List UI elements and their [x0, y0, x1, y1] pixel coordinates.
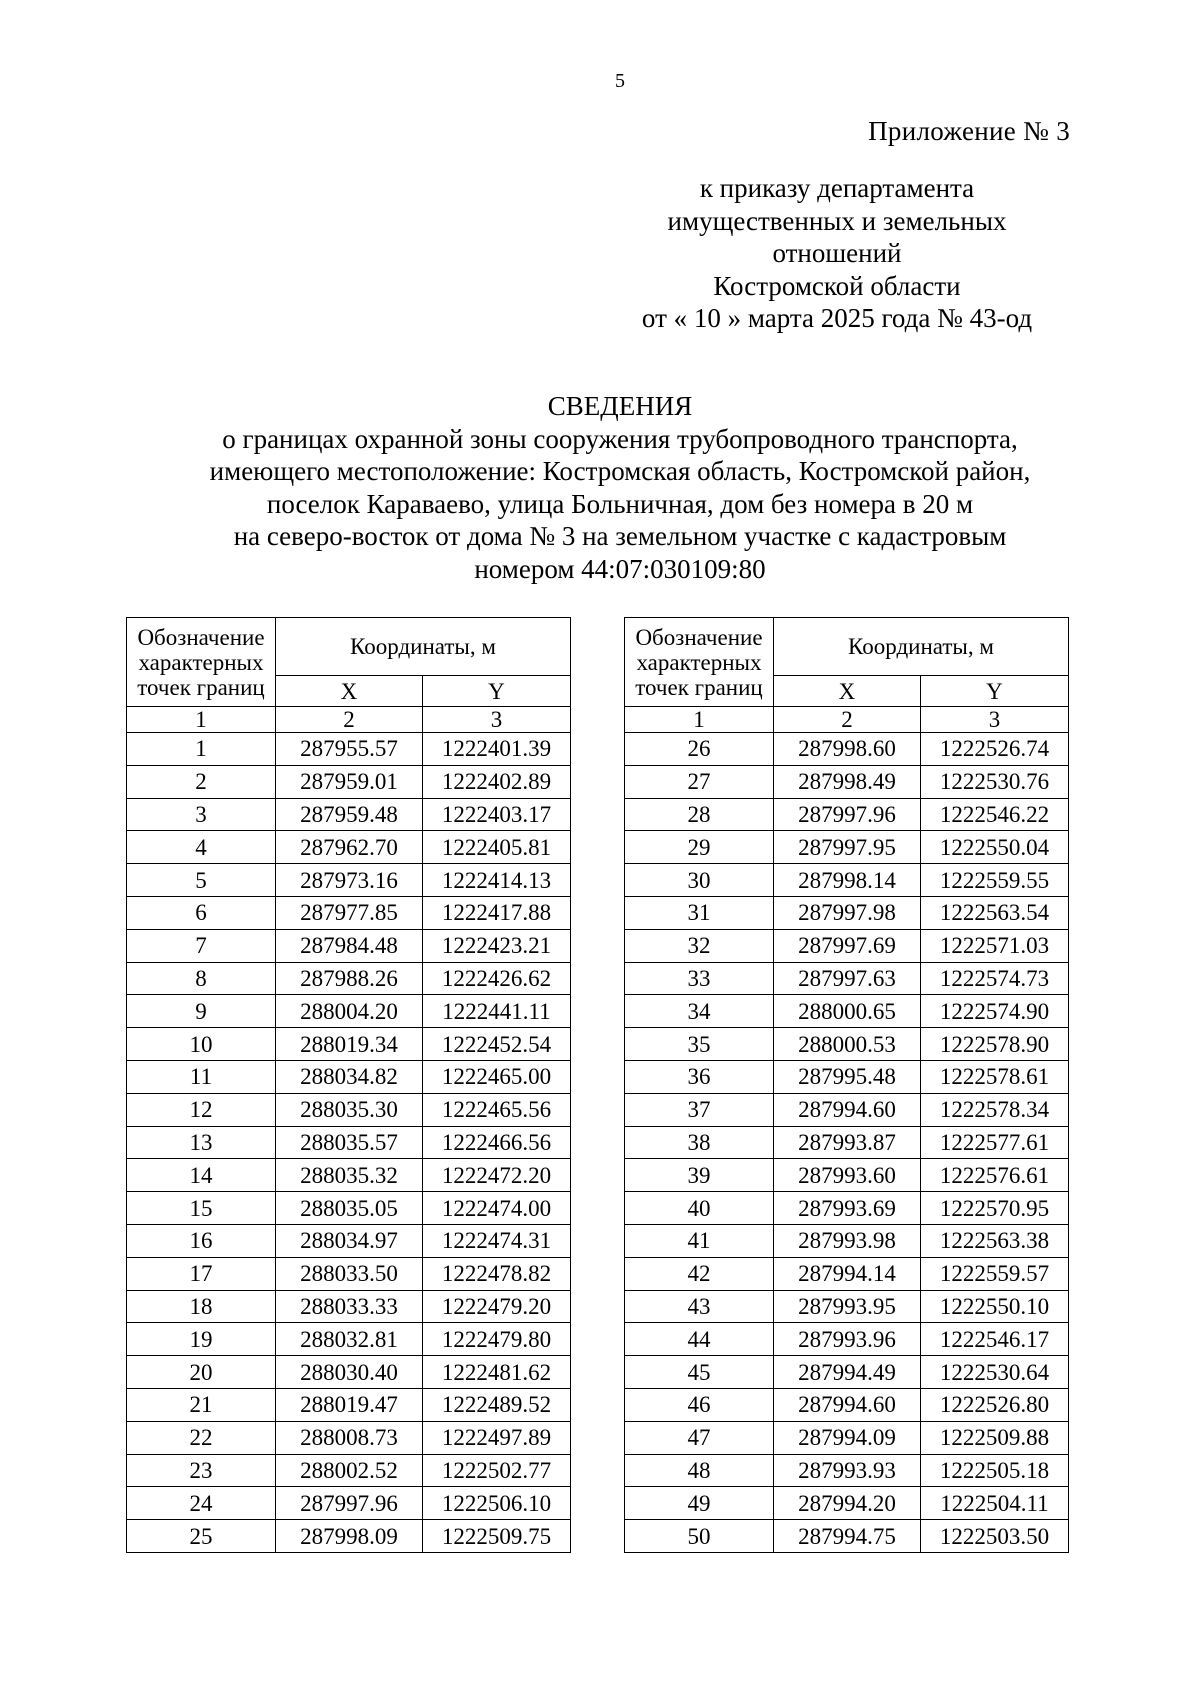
y-coordinate-cell: 1222577.61 — [920, 1126, 1068, 1159]
point-label-header: Обозначение характерных точек границ — [127, 618, 276, 707]
x-coordinate-cell: 287994.60 — [774, 1093, 921, 1126]
y-coordinate-cell: 1222452.54 — [422, 1028, 570, 1061]
table-row — [625, 1060, 1069, 1093]
y-coordinate-cell: 1222578.61 — [920, 1060, 1068, 1093]
point-number-cell: 45 — [625, 1356, 774, 1389]
x-header: X — [276, 676, 423, 707]
y-coordinate-cell: 1222478.82 — [422, 1257, 570, 1290]
y-coordinate-cell: 1222571.03 — [920, 929, 1068, 962]
table-row — [625, 1159, 1069, 1192]
table-row — [625, 733, 1069, 766]
point-number-cell: 19 — [127, 1323, 276, 1356]
order-reference — [612, 172, 1062, 335]
x-coordinate-cell: 287998.60 — [774, 733, 921, 766]
point-number-cell: 44 — [625, 1323, 774, 1356]
x-coordinate-cell: 288000.65 — [774, 995, 921, 1028]
y-coordinate-cell: 1222479.80 — [422, 1323, 570, 1356]
point-number-cell: 2 — [127, 765, 276, 798]
coordinates-table-left — [126, 617, 571, 1553]
y-coordinate-cell: 1222563.54 — [920, 896, 1068, 929]
table-row — [127, 1093, 571, 1126]
y-coordinate-cell: 1222509.88 — [920, 1421, 1068, 1454]
x-coordinate-cell: 287955.57 — [276, 733, 423, 766]
x-coordinate-cell: 288035.32 — [276, 1159, 423, 1192]
point-number-cell: 9 — [127, 995, 276, 1028]
x-coordinate-cell: 288030.40 — [276, 1356, 423, 1389]
point-number-cell: 31 — [625, 896, 774, 929]
order-line: Костромской области — [713, 270, 961, 301]
y-coordinate-cell: 1222574.73 — [920, 962, 1068, 995]
y-coordinate-cell: 1222578.90 — [920, 1028, 1068, 1061]
y-coordinate-cell: 1222550.10 — [920, 1290, 1068, 1323]
point-number-cell: 18 — [127, 1290, 276, 1323]
x-coordinate-cell: 287959.01 — [276, 765, 423, 798]
table-row — [625, 1520, 1069, 1553]
x-coordinate-cell: 287984.48 — [276, 929, 423, 962]
column-number: 2 — [276, 707, 423, 733]
x-coordinate-cell: 288002.52 — [276, 1454, 423, 1487]
y-coordinate-cell: 1222479.20 — [422, 1290, 570, 1323]
point-number-cell: 23 — [127, 1454, 276, 1487]
x-coordinate-cell: 287994.09 — [774, 1421, 921, 1454]
table-row — [625, 1192, 1069, 1225]
x-coordinate-cell: 287993.95 — [774, 1290, 921, 1323]
coords-header: Координаты, м — [774, 618, 1069, 676]
table-row — [625, 1421, 1069, 1454]
y-header: Y — [422, 676, 570, 707]
coords-header: Координаты, м — [276, 618, 571, 676]
document-title: СВЕДЕНИЯ — [547, 391, 693, 421]
table-row — [127, 1060, 571, 1093]
point-number-cell: 40 — [625, 1192, 774, 1225]
point-number-cell: 33 — [625, 962, 774, 995]
table-row — [127, 962, 571, 995]
point-number-cell: 4 — [127, 831, 276, 864]
y-coordinate-cell: 1222546.22 — [920, 798, 1068, 831]
x-coordinate-cell: 287998.09 — [276, 1520, 423, 1553]
point-number-cell: 41 — [625, 1224, 774, 1257]
y-coordinate-cell: 1222550.04 — [920, 831, 1068, 864]
table-row — [127, 1028, 571, 1061]
column-number: 1 — [127, 707, 276, 733]
point-number-cell: 10 — [127, 1028, 276, 1061]
x-coordinate-cell: 287962.70 — [276, 831, 423, 864]
point-number-cell: 28 — [625, 798, 774, 831]
point-number-cell: 37 — [625, 1093, 774, 1126]
table-body — [127, 733, 571, 1553]
x-coordinate-cell: 287988.26 — [276, 962, 423, 995]
point-number-cell: 15 — [127, 1192, 276, 1225]
table-row — [625, 1454, 1069, 1487]
y-coordinate-cell: 1222401.39 — [422, 733, 570, 766]
point-number-cell: 36 — [625, 1060, 774, 1093]
column-number: 3 — [920, 707, 1068, 733]
x-coordinate-cell: 288019.47 — [276, 1388, 423, 1421]
table-row — [127, 1224, 571, 1257]
x-coordinate-cell: 288035.05 — [276, 1192, 423, 1225]
x-coordinate-cell: 287993.98 — [774, 1224, 921, 1257]
description-line: имеющего местоположение: Костромская область, Костромской район, — [209, 456, 1031, 486]
y-coordinate-cell: 1222414.13 — [422, 864, 570, 897]
x-coordinate-cell: 287994.14 — [774, 1257, 921, 1290]
y-coordinate-cell: 1222489.52 — [422, 1388, 570, 1421]
order-line: имущественных и земельных — [667, 205, 1007, 236]
table-row — [127, 798, 571, 831]
description-line: о границах охранной зоны сооружения трубопроводного транспорта, — [222, 423, 1018, 454]
y-coordinate-cell: 1222466.56 — [422, 1126, 570, 1159]
point-number-cell: 30 — [625, 864, 774, 897]
point-number-cell: 11 — [127, 1060, 276, 1093]
table-row — [625, 1290, 1069, 1323]
point-number-cell: 8 — [127, 962, 276, 995]
y-coordinate-cell: 1222559.57 — [920, 1257, 1068, 1290]
y-coordinate-cell: 1222563.38 — [920, 1224, 1068, 1257]
table-row — [127, 1388, 571, 1421]
point-number-cell: 20 — [127, 1356, 276, 1389]
table-row — [127, 1159, 571, 1192]
y-coordinate-cell: 1222426.62 — [422, 962, 570, 995]
table-row — [127, 1192, 571, 1225]
y-coordinate-cell: 1222481.62 — [422, 1356, 570, 1389]
y-coordinate-cell: 1222559.55 — [920, 864, 1068, 897]
x-coordinate-cell: 287997.98 — [774, 896, 921, 929]
x-coordinate-cell: 287993.60 — [774, 1159, 921, 1192]
x-coordinate-cell: 287998.14 — [774, 864, 921, 897]
y-coordinate-cell: 1222497.89 — [422, 1421, 570, 1454]
x-coordinate-cell: 287995.48 — [774, 1060, 921, 1093]
point-number-cell: 7 — [127, 929, 276, 962]
point-number-cell: 38 — [625, 1126, 774, 1159]
table-row — [127, 896, 571, 929]
table-row — [625, 1093, 1069, 1126]
table-row — [625, 1257, 1069, 1290]
point-number-cell: 12 — [127, 1093, 276, 1126]
point-number-cell: 47 — [625, 1421, 774, 1454]
x-coordinate-cell: 288033.50 — [276, 1257, 423, 1290]
table-row — [127, 995, 571, 1028]
x-coordinate-cell: 287977.85 — [276, 896, 423, 929]
y-coordinate-cell: 1222405.81 — [422, 831, 570, 864]
y-coordinate-cell: 1222526.80 — [920, 1388, 1068, 1421]
x-coordinate-cell: 287994.75 — [774, 1520, 921, 1553]
point-number-cell: 3 — [127, 798, 276, 831]
y-coordinate-cell: 1222526.74 — [920, 733, 1068, 766]
table-row — [127, 1421, 571, 1454]
y-coordinate-cell: 1222570.95 — [920, 1192, 1068, 1225]
x-coordinate-cell: 287998.49 — [774, 765, 921, 798]
x-coordinate-cell: 287959.48 — [276, 798, 423, 831]
x-coordinate-cell: 288032.81 — [276, 1323, 423, 1356]
point-number-cell: 5 — [127, 864, 276, 897]
order-line: от « 10 » марта 2025 года № 43-од — [641, 303, 1033, 333]
y-coordinate-cell: 1222474.31 — [422, 1224, 570, 1257]
table-row — [625, 1028, 1069, 1061]
table-row — [127, 733, 571, 766]
point-number-cell: 26 — [625, 733, 774, 766]
x-coordinate-cell: 288035.57 — [276, 1126, 423, 1159]
y-coordinate-cell: 1222504.11 — [920, 1487, 1068, 1520]
x-coordinate-cell: 287997.95 — [774, 831, 921, 864]
x-coordinate-cell: 288019.34 — [276, 1028, 423, 1061]
x-coordinate-cell: 287994.20 — [774, 1487, 921, 1520]
table-row — [127, 831, 571, 864]
x-header: X — [774, 676, 921, 707]
table-row — [127, 929, 571, 962]
point-number-cell: 27 — [625, 765, 774, 798]
point-number-cell: 43 — [625, 1290, 774, 1323]
point-number-cell: 50 — [625, 1520, 774, 1553]
point-number-cell: 21 — [127, 1388, 276, 1421]
point-number-cell: 29 — [625, 831, 774, 864]
point-number-cell: 1 — [127, 733, 276, 766]
description-line: поселок Караваево, улица Больничная, дом без номера в 20 м — [266, 488, 974, 519]
table-row — [127, 1487, 571, 1520]
y-coordinate-cell: 1222441.11 — [422, 995, 570, 1028]
x-coordinate-cell: 287997.96 — [774, 798, 921, 831]
y-coordinate-cell: 1222502.77 — [422, 1454, 570, 1487]
x-coordinate-cell: 287997.69 — [774, 929, 921, 962]
table-row — [127, 1356, 571, 1389]
point-number-cell: 17 — [127, 1257, 276, 1290]
table-row — [625, 896, 1069, 929]
y-coordinate-cell: 1222505.18 — [920, 1454, 1068, 1487]
point-number-cell: 42 — [625, 1257, 774, 1290]
y-coordinate-cell: 1222530.76 — [920, 765, 1068, 798]
order-line: отношений — [772, 238, 902, 268]
table-row — [625, 765, 1069, 798]
table-row — [127, 765, 571, 798]
point-number-cell: 16 — [127, 1224, 276, 1257]
x-coordinate-cell: 288000.53 — [774, 1028, 921, 1061]
table-row — [625, 1126, 1069, 1159]
point-number-cell: 39 — [625, 1159, 774, 1192]
y-coordinate-cell: 1222465.00 — [422, 1060, 570, 1093]
table-row — [625, 831, 1069, 864]
point-number-cell: 32 — [625, 929, 774, 962]
y-coordinate-cell: 1222576.61 — [920, 1159, 1068, 1192]
column-number: 3 — [422, 707, 570, 733]
table-row — [625, 798, 1069, 831]
y-coordinate-cell: 1222403.17 — [422, 798, 570, 831]
table-row — [625, 1356, 1069, 1389]
x-coordinate-cell: 288034.82 — [276, 1060, 423, 1093]
column-number: 1 — [625, 707, 774, 733]
table-row — [625, 1224, 1069, 1257]
x-coordinate-cell: 288034.97 — [276, 1224, 423, 1257]
x-coordinate-cell: 287993.93 — [774, 1454, 921, 1487]
x-coordinate-cell: 288033.33 — [276, 1290, 423, 1323]
table-row — [625, 962, 1069, 995]
x-coordinate-cell: 288008.73 — [276, 1421, 423, 1454]
order-line: к приказу департамента — [699, 173, 975, 203]
point-number-cell: 22 — [127, 1421, 276, 1454]
y-coordinate-cell: 1222402.89 — [422, 765, 570, 798]
y-coordinate-cell: 1222574.90 — [920, 995, 1068, 1028]
y-coordinate-cell: 1222506.10 — [422, 1487, 570, 1520]
table-row — [625, 1487, 1069, 1520]
table-row — [127, 1257, 571, 1290]
point-number-cell: 25 — [127, 1520, 276, 1553]
y-coordinate-cell: 1222472.20 — [422, 1159, 570, 1192]
table-row — [625, 1388, 1069, 1421]
point-number-cell: 49 — [625, 1487, 774, 1520]
x-coordinate-cell: 287994.49 — [774, 1356, 921, 1389]
point-number-cell: 6 — [127, 896, 276, 929]
y-coordinate-cell: 1222474.00 — [422, 1192, 570, 1225]
table-row — [625, 995, 1069, 1028]
point-number-cell: 34 — [625, 995, 774, 1028]
table-row — [625, 1323, 1069, 1356]
point-number-cell: 24 — [127, 1487, 276, 1520]
page-number: 5 — [615, 70, 625, 92]
x-coordinate-cell: 287997.63 — [774, 962, 921, 995]
description-line: номером 44:07:030109:80 — [474, 553, 766, 584]
x-coordinate-cell: 287993.87 — [774, 1126, 921, 1159]
point-number-cell: 35 — [625, 1028, 774, 1061]
appendix-label: Приложение № 3 — [868, 116, 1070, 146]
table-row — [127, 864, 571, 897]
x-coordinate-cell: 287994.60 — [774, 1388, 921, 1421]
y-coordinate-cell: 1222546.17 — [920, 1323, 1068, 1356]
y-coordinate-cell: 1222417.88 — [422, 896, 570, 929]
y-coordinate-cell: 1222503.50 — [920, 1520, 1068, 1553]
x-coordinate-cell: 287973.16 — [276, 864, 423, 897]
y-coordinate-cell: 1222509.75 — [422, 1520, 570, 1553]
y-coordinate-cell: 1222578.34 — [920, 1093, 1068, 1126]
x-coordinate-cell: 287993.69 — [774, 1192, 921, 1225]
y-coordinate-cell: 1222530.64 — [920, 1356, 1068, 1389]
point-label-header: Обозначение характерных точек границ — [625, 618, 774, 707]
point-number-cell: 46 — [625, 1388, 774, 1421]
y-coordinate-cell: 1222423.21 — [422, 929, 570, 962]
y-coordinate-cell: 1222465.56 — [422, 1093, 570, 1126]
table-row — [127, 1454, 571, 1487]
x-coordinate-cell: 288035.30 — [276, 1093, 423, 1126]
x-coordinate-cell: 287993.96 — [774, 1323, 921, 1356]
table-row — [127, 1323, 571, 1356]
info-block — [120, 390, 1120, 585]
point-number-cell: 13 — [127, 1126, 276, 1159]
table-row — [127, 1520, 571, 1553]
table-body — [625, 733, 1069, 1553]
description-line: на северо-восток от дома № 3 на земельном участке с кадастровым — [233, 521, 1007, 551]
point-number-cell: 48 — [625, 1454, 774, 1487]
table-row — [127, 1290, 571, 1323]
table-row — [625, 864, 1069, 897]
y-header: Y — [920, 676, 1068, 707]
x-coordinate-cell: 287997.96 — [276, 1487, 423, 1520]
point-number-cell: 14 — [127, 1159, 276, 1192]
x-coordinate-cell: 288004.20 — [276, 995, 423, 1028]
coordinates-table-right — [624, 617, 1069, 1553]
table-row — [625, 929, 1069, 962]
table-row — [127, 1126, 571, 1159]
column-number: 2 — [774, 707, 921, 733]
